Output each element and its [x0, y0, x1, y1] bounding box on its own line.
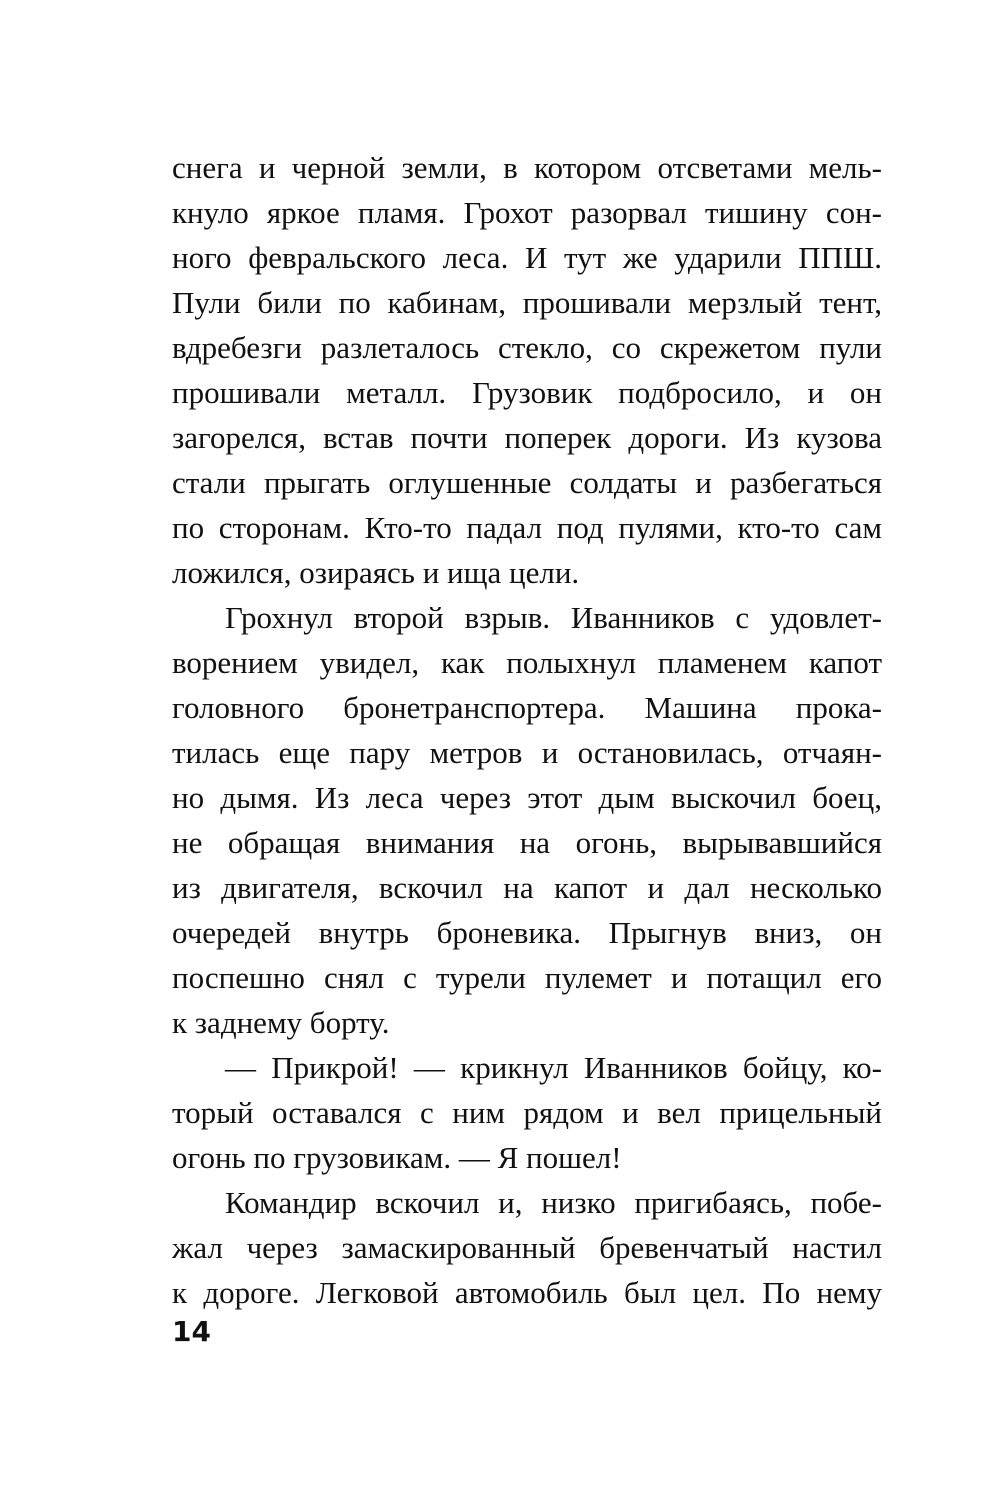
page-number: 14: [172, 1315, 211, 1348]
text-line: но дымя. Из леса через этот дым выскочил боец,: [172, 780, 882, 815]
text-line: Командир вскочил и, низко пригибаясь, побе-: [225, 1185, 882, 1220]
text-line: очередей внутрь броневика. Прыгнув вниз, он: [172, 915, 882, 950]
text-line: к заднему борту.: [172, 1005, 390, 1040]
text-line: торый оставался с ним рядом и вел прицельный: [172, 1095, 882, 1130]
text-line: Пули били по кабинам, прошивали мерзлый тент,: [172, 285, 882, 320]
text-line: огонь по грузовикам. — Я пошел!: [172, 1140, 622, 1175]
text-line: ного февральского леса. И тут же ударили ППШ.: [172, 240, 882, 275]
text-line: снега и черной земли, в котором отсветами мель-: [172, 150, 882, 185]
text-line: головного бронетранспортера. Машина прока-: [172, 690, 882, 725]
text-line: ворением увидел, как полыхнул пламенем капот: [172, 645, 882, 680]
text-line: вдребезги разлеталось стекло, со скрежетом пули: [172, 330, 882, 365]
text-line: кнуло яркое пламя. Грохот разорвал тишину сон-: [172, 195, 882, 230]
text-line: стали прыгать оглушенные солдаты и разбегаться: [172, 465, 882, 500]
text-line: жал через замаскированный бревенчатый настил: [172, 1230, 882, 1265]
text-line: тилась еще пару метров и остановилась, отчаян-: [172, 735, 882, 770]
text-line: Грохнул второй взрыв. Иванников с удовлет-: [225, 600, 882, 635]
text-line: по сторонам. Кто-то падал под пулями, кто-то сам: [172, 510, 882, 545]
page-text: [172, 145, 882, 1315]
text-line: к дороге. Легковой автомобиль был цел. По нему: [172, 1275, 882, 1310]
text-line: ложился, озираясь и ища цели.: [172, 555, 580, 590]
text-line: — Прикрой! — крикнул Иванников бойцу, ко-: [225, 1050, 882, 1085]
text-line: прошивали металл. Грузовик подбросило, и он: [172, 375, 882, 410]
text-line: не обращая внимания на огонь, вырывавшийся: [172, 825, 882, 860]
text-line: из двигателя, вскочил на капот и дал несколько: [172, 870, 882, 905]
text-line: поспешно снял с турели пулемет и потащил его: [172, 960, 882, 995]
text-line: загорелся, встав почти поперек дороги. Из кузова: [172, 420, 882, 455]
